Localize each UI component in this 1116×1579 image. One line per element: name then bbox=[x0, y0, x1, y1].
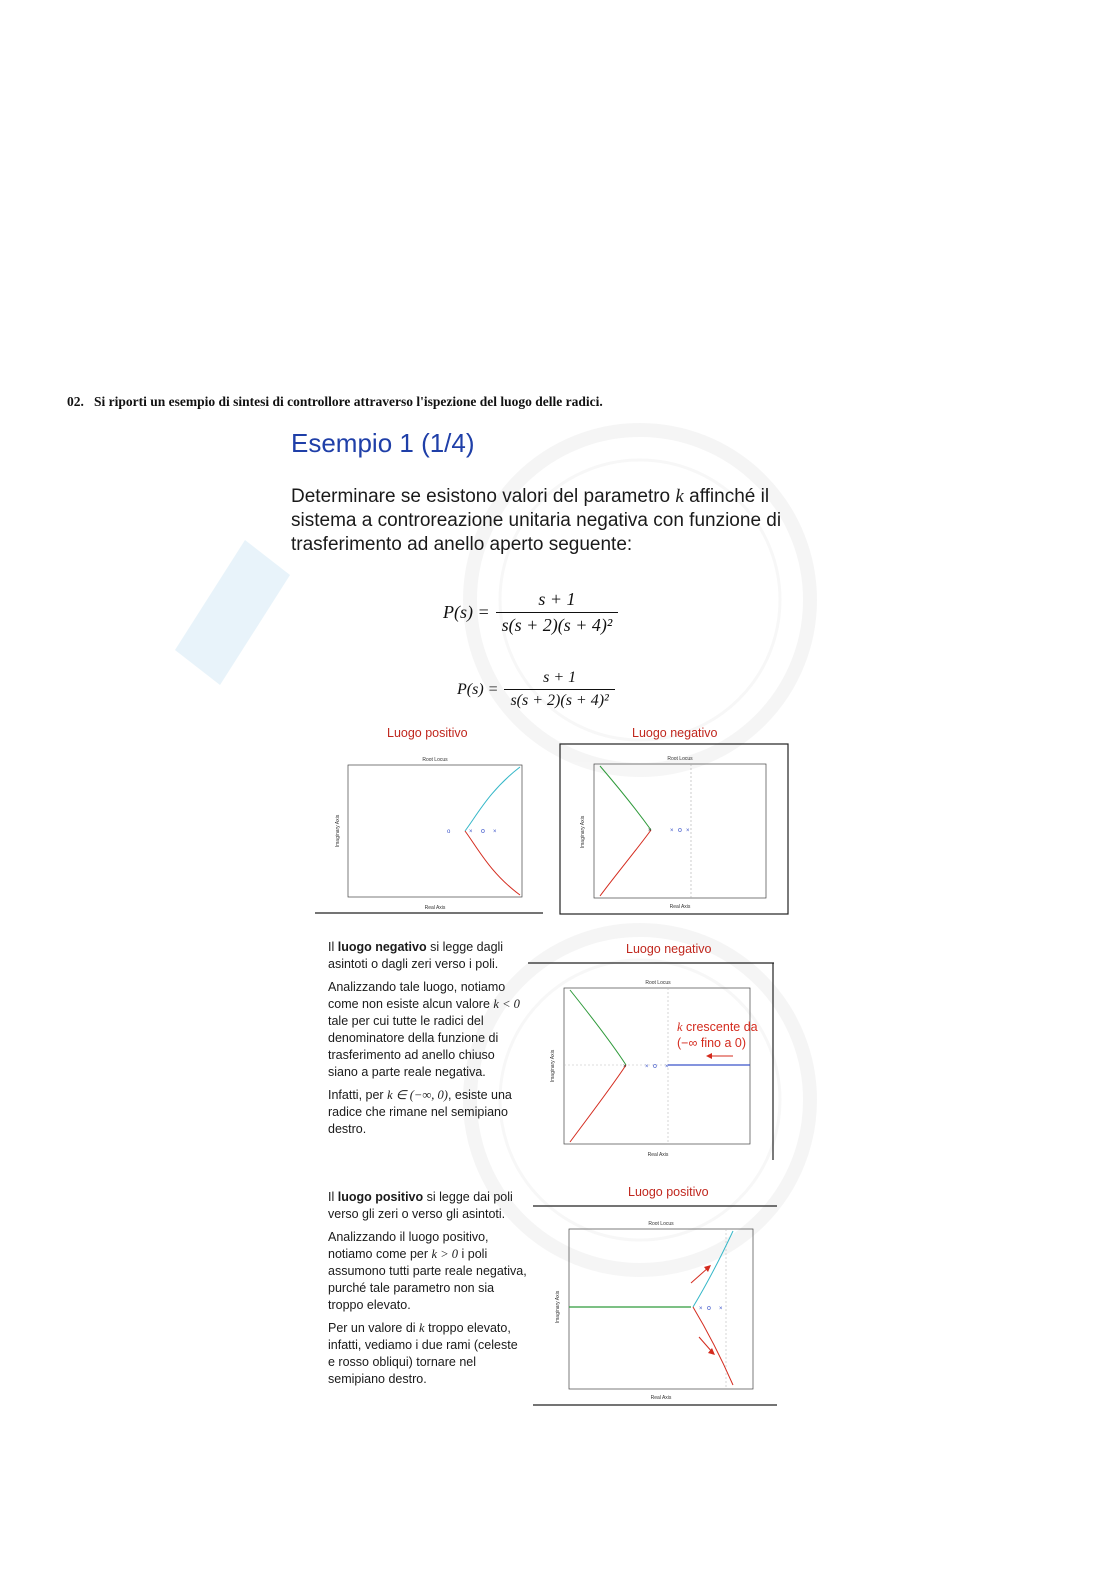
branch-cyan bbox=[465, 767, 520, 831]
intro-line-1-pre: Determinare se esistono valori del parametro bbox=[291, 486, 671, 507]
text-negative-p2-math: k < 0 bbox=[493, 997, 520, 1011]
text-positive-p1 bbox=[328, 1189, 528, 1223]
plot-top-left-ylabel: Imaginary Axis bbox=[335, 814, 341, 848]
plot-top-right-header: Root Locus bbox=[667, 756, 693, 762]
intro-line-2: sistema a controreazione unitaria negativa con funzione di bbox=[291, 510, 782, 531]
plot-mid-ylabel: Imaginary Axis bbox=[550, 1049, 556, 1083]
plot-top-right-title: Luogo negativo bbox=[632, 726, 718, 740]
text-positive-p1-b: si legge dai poli verso gli zeri o verso gli asintoti. bbox=[328, 1190, 513, 1221]
annotation-var: k bbox=[677, 1020, 683, 1034]
pole-marker-1: × bbox=[469, 829, 473, 835]
pole-marker-2: × bbox=[670, 828, 674, 834]
formula-small bbox=[457, 669, 615, 710]
annotation-line-1-text: crescente da bbox=[686, 1020, 758, 1034]
formula-main bbox=[443, 589, 618, 636]
plot-bottom bbox=[533, 1203, 779, 1409]
intro-line-3: trasferimento ad anello aperto seguente: bbox=[291, 534, 633, 555]
text-negative-p3 bbox=[328, 1087, 528, 1138]
branch-red bbox=[570, 1065, 626, 1142]
pole-marker-1: × bbox=[648, 828, 652, 834]
text-negative-p3-b: , esiste una radice che rimane nel semipiano destro. bbox=[328, 1088, 512, 1136]
formula-denominator: s(s + 2)(s + 4)² bbox=[496, 612, 619, 636]
formula-small-lhs: P(s) = bbox=[457, 680, 499, 698]
text-negative-locus bbox=[328, 939, 528, 1144]
text-positive-p3-a: Per un valore di bbox=[328, 1321, 416, 1335]
plot-top-left-title: Luogo positivo bbox=[387, 726, 468, 740]
text-negative-p1-bold: luogo negativo bbox=[337, 940, 427, 954]
pole-marker-2: × bbox=[719, 1306, 723, 1312]
text-positive-p3-b: troppo elevato, infatti, vediamo i due rami (celeste e rosso obliqui) tornare nel semipiano destro. bbox=[328, 1321, 518, 1386]
plot-bottom-ylabel: Imaginary Axis bbox=[555, 1290, 561, 1324]
intro-line-1 bbox=[291, 485, 811, 509]
text-positive-p2-math: k > 0 bbox=[431, 1247, 459, 1261]
annotation-k-increasing bbox=[677, 1019, 758, 1051]
intro-param: k bbox=[675, 486, 684, 507]
formula-small-numerator: s + 1 bbox=[543, 669, 577, 686]
plot-top-left-xlabel: Real Axis bbox=[424, 905, 446, 911]
text-negative-p2 bbox=[328, 979, 528, 1081]
text-positive-p3-math: k bbox=[419, 1321, 425, 1335]
plot-top-right-ylabel: Imaginary Axis bbox=[580, 815, 586, 849]
formula-fraction bbox=[496, 589, 619, 636]
text-negative-p2-b: tale per cui tutte le radici del denominatore della funzione di trasferimento ad anello chiuso siano a parte reale negativa. bbox=[328, 1014, 499, 1079]
zero-marker: o bbox=[653, 1063, 657, 1070]
pole-marker-3: × bbox=[665, 1064, 669, 1070]
plot-mid-header: Root Locus bbox=[645, 980, 671, 986]
text-positive-p3 bbox=[328, 1320, 528, 1388]
text-positive-p2 bbox=[328, 1229, 528, 1314]
zero-marker: o bbox=[707, 1305, 711, 1312]
formula-small-denominator: s(s + 2)(s + 4)² bbox=[504, 689, 614, 710]
plot-top-right-xlabel: Real Axis bbox=[669, 904, 691, 910]
plot-mid-axes bbox=[564, 988, 750, 1144]
text-negative-p1-b: si legge dagli asintoti o dagli zeri verso i poli. bbox=[328, 940, 504, 971]
plot-bottom-axes bbox=[569, 1229, 753, 1389]
question-number: 02. bbox=[67, 394, 84, 409]
pole-marker-2: o bbox=[481, 828, 485, 835]
branch-red bbox=[600, 830, 651, 896]
plot-top-left-header: Root Locus bbox=[422, 757, 448, 763]
plot-mid bbox=[528, 960, 776, 1162]
pole-marker-2: × bbox=[645, 1064, 649, 1070]
text-positive-p1-bold: luogo positivo bbox=[337, 1190, 424, 1204]
question-heading bbox=[67, 394, 603, 410]
text-negative-p1 bbox=[328, 939, 528, 973]
pole-marker-3: × bbox=[493, 829, 497, 835]
intro-line-1-post: affinché il bbox=[689, 486, 770, 507]
watermark-logo-shape bbox=[175, 540, 290, 685]
plot-bottom-xlabel: Real Axis bbox=[650, 1395, 672, 1401]
annotation-line-2: (−∞ fino a 0) bbox=[677, 1036, 747, 1050]
text-negative-p2-a: Analizzando tale luogo, notiamo come non esiste alcun valore bbox=[328, 980, 506, 1011]
text-negative-p1-a: Il bbox=[328, 940, 335, 954]
branch-green bbox=[600, 766, 651, 830]
plot-mid-title: Luogo negativo bbox=[626, 942, 712, 956]
question-text: Si riporti un esempio di sintesi di controllore attraverso l'ispezione del luogo delle radici. bbox=[94, 394, 603, 409]
annotation-arrow-head bbox=[706, 1053, 712, 1059]
plot-bottom-header: Root Locus bbox=[648, 1221, 674, 1227]
formula-small-fraction bbox=[504, 669, 614, 710]
slide-title: Esempio 1 (1/4) bbox=[291, 428, 475, 458]
text-positive-p1-a: Il bbox=[328, 1190, 335, 1204]
branch-cyan bbox=[693, 1231, 733, 1307]
branch-red bbox=[693, 1307, 733, 1385]
annotation-line-1 bbox=[677, 1019, 758, 1035]
text-negative-p3-math: k ∈ (−∞, 0) bbox=[387, 1088, 448, 1102]
plot-bottom-title: Luogo positivo bbox=[628, 1185, 709, 1199]
formula-lhs: P(s) = bbox=[443, 602, 490, 622]
slide-intro bbox=[291, 485, 811, 557]
zero-marker: o bbox=[678, 827, 682, 834]
branch-red bbox=[465, 831, 520, 895]
formula-numerator: s + 1 bbox=[538, 589, 576, 609]
pole-marker-3: × bbox=[686, 828, 690, 834]
text-negative-p3-a: Infatti, per bbox=[328, 1088, 384, 1102]
text-positive-p2-b: i poli assumono tutti parte reale negativa, purché tale parametro non sia troppo elevato. bbox=[328, 1247, 527, 1312]
pole-marker-1: × bbox=[623, 1064, 627, 1070]
branch-green bbox=[570, 990, 626, 1065]
plot-top-right bbox=[558, 742, 790, 916]
plot-top-left bbox=[315, 745, 545, 915]
pole-marker-1: × bbox=[699, 1306, 703, 1312]
text-positive-p2-a: Analizzando il luogo positivo, notiamo come per bbox=[328, 1230, 489, 1261]
zero-marker: o bbox=[447, 829, 451, 835]
plot-mid-xlabel: Real Axis bbox=[647, 1152, 669, 1158]
text-positive-locus bbox=[328, 1189, 528, 1394]
